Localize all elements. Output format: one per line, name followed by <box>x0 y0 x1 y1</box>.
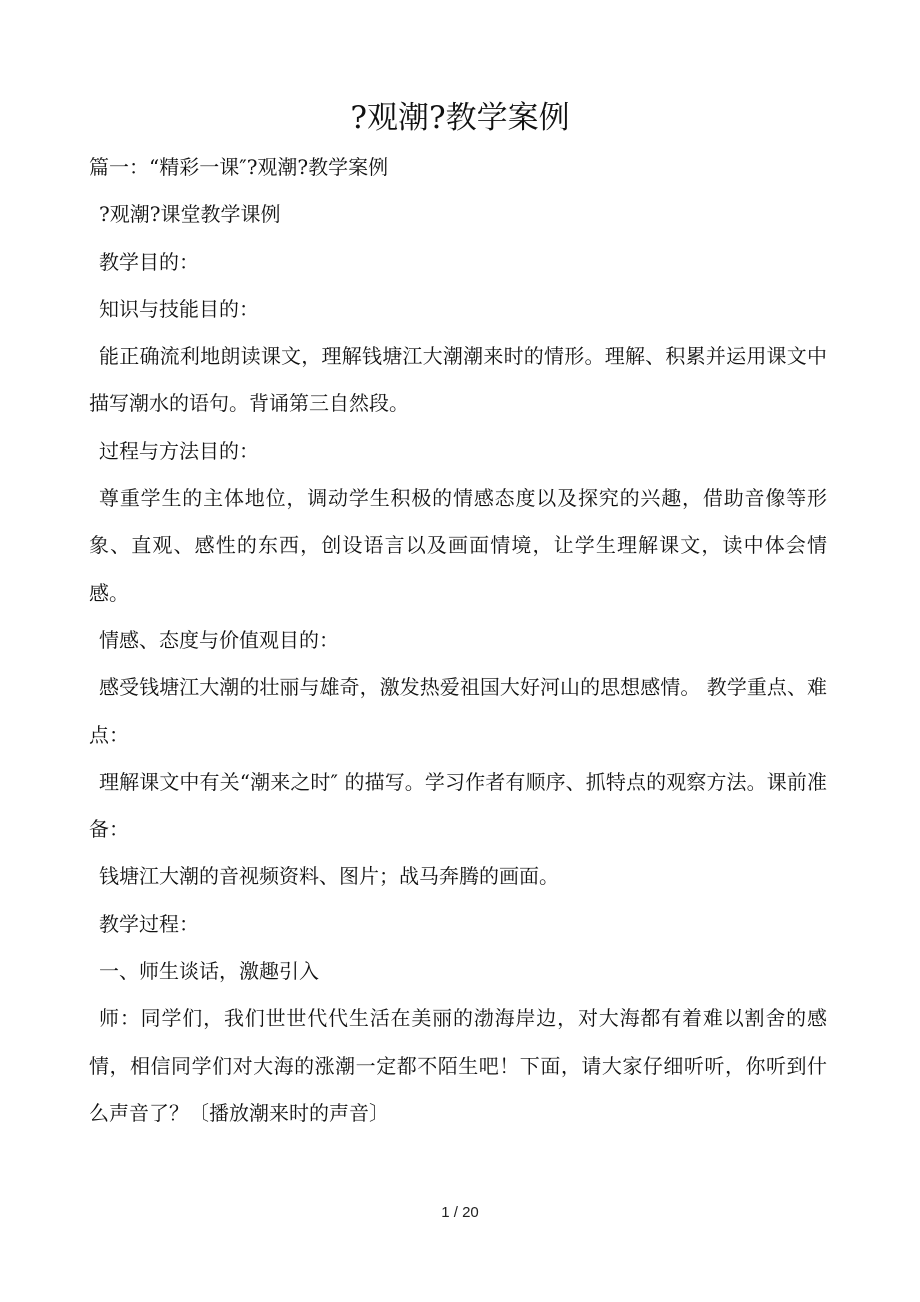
paragraph-key-points: 理解课文中有关“潮来之时″ 的描写。学习作者有顺序、抓特点的观察方法。课前准备： <box>89 769 827 842</box>
document-body <box>89 144 827 1137</box>
paragraph-step-one: 一、师生谈话，激趣引入 <box>99 959 319 984</box>
paragraph-process-goals: 尊重学生的主体地位，调动学生积极的情感态度以及探究的兴趣，借助音像等形象、直观、感性的东西，创设语言以及画面情境，让学生理解课文，读中体会情感。 <box>89 486 827 605</box>
paragraph-knowledge-goals: 能正确流利地朗读课文，理解钱塘江大潮潮来时的情形。理解、积累并运用课文中描写潮水的语句。背诵第三自然段。 <box>89 344 827 416</box>
paragraph-emotion-goals: 感受钱塘江大潮的壮丽与雄奇，激发热爱祖国大好河山的思想感情。 教学重点、难点： <box>89 675 827 747</box>
paragraph-source-heading: 篇一：“精彩一课″?观潮?教学案例 <box>89 155 389 179</box>
paragraph-materials: 钱塘江大潮的音视频资料、图片；战马奔腾的画面。 <box>99 864 559 889</box>
document-title: ?观潮?教学案例 <box>350 100 570 136</box>
page-indicator: 1 / 20 <box>441 1204 479 1221</box>
paragraph-emotion-goals-heading: 情感、态度与价值观目的： <box>99 627 339 652</box>
paragraph-teaching-goals: 教学目的： <box>99 249 199 274</box>
paragraph-knowledge-goals-heading: 知识与技能目的： <box>99 296 259 321</box>
paragraph-teacher-talk: 师：同学们，我们世世代代生活在美丽的渤海岸边，对大海都有着难以割舍的感情，相信同学们对大海的涨潮一定都不陌生吧！下面，请大家仔细听听，你听到什么声音了？〔播放潮来时的声音〕 <box>89 1006 827 1125</box>
paragraph-process-goals-heading: 过程与方法目的： <box>99 438 259 463</box>
paragraph-process-heading: 教学过程： <box>99 911 199 936</box>
paragraph-lesson-title: ?观潮?课堂教学课例 <box>99 202 281 227</box>
